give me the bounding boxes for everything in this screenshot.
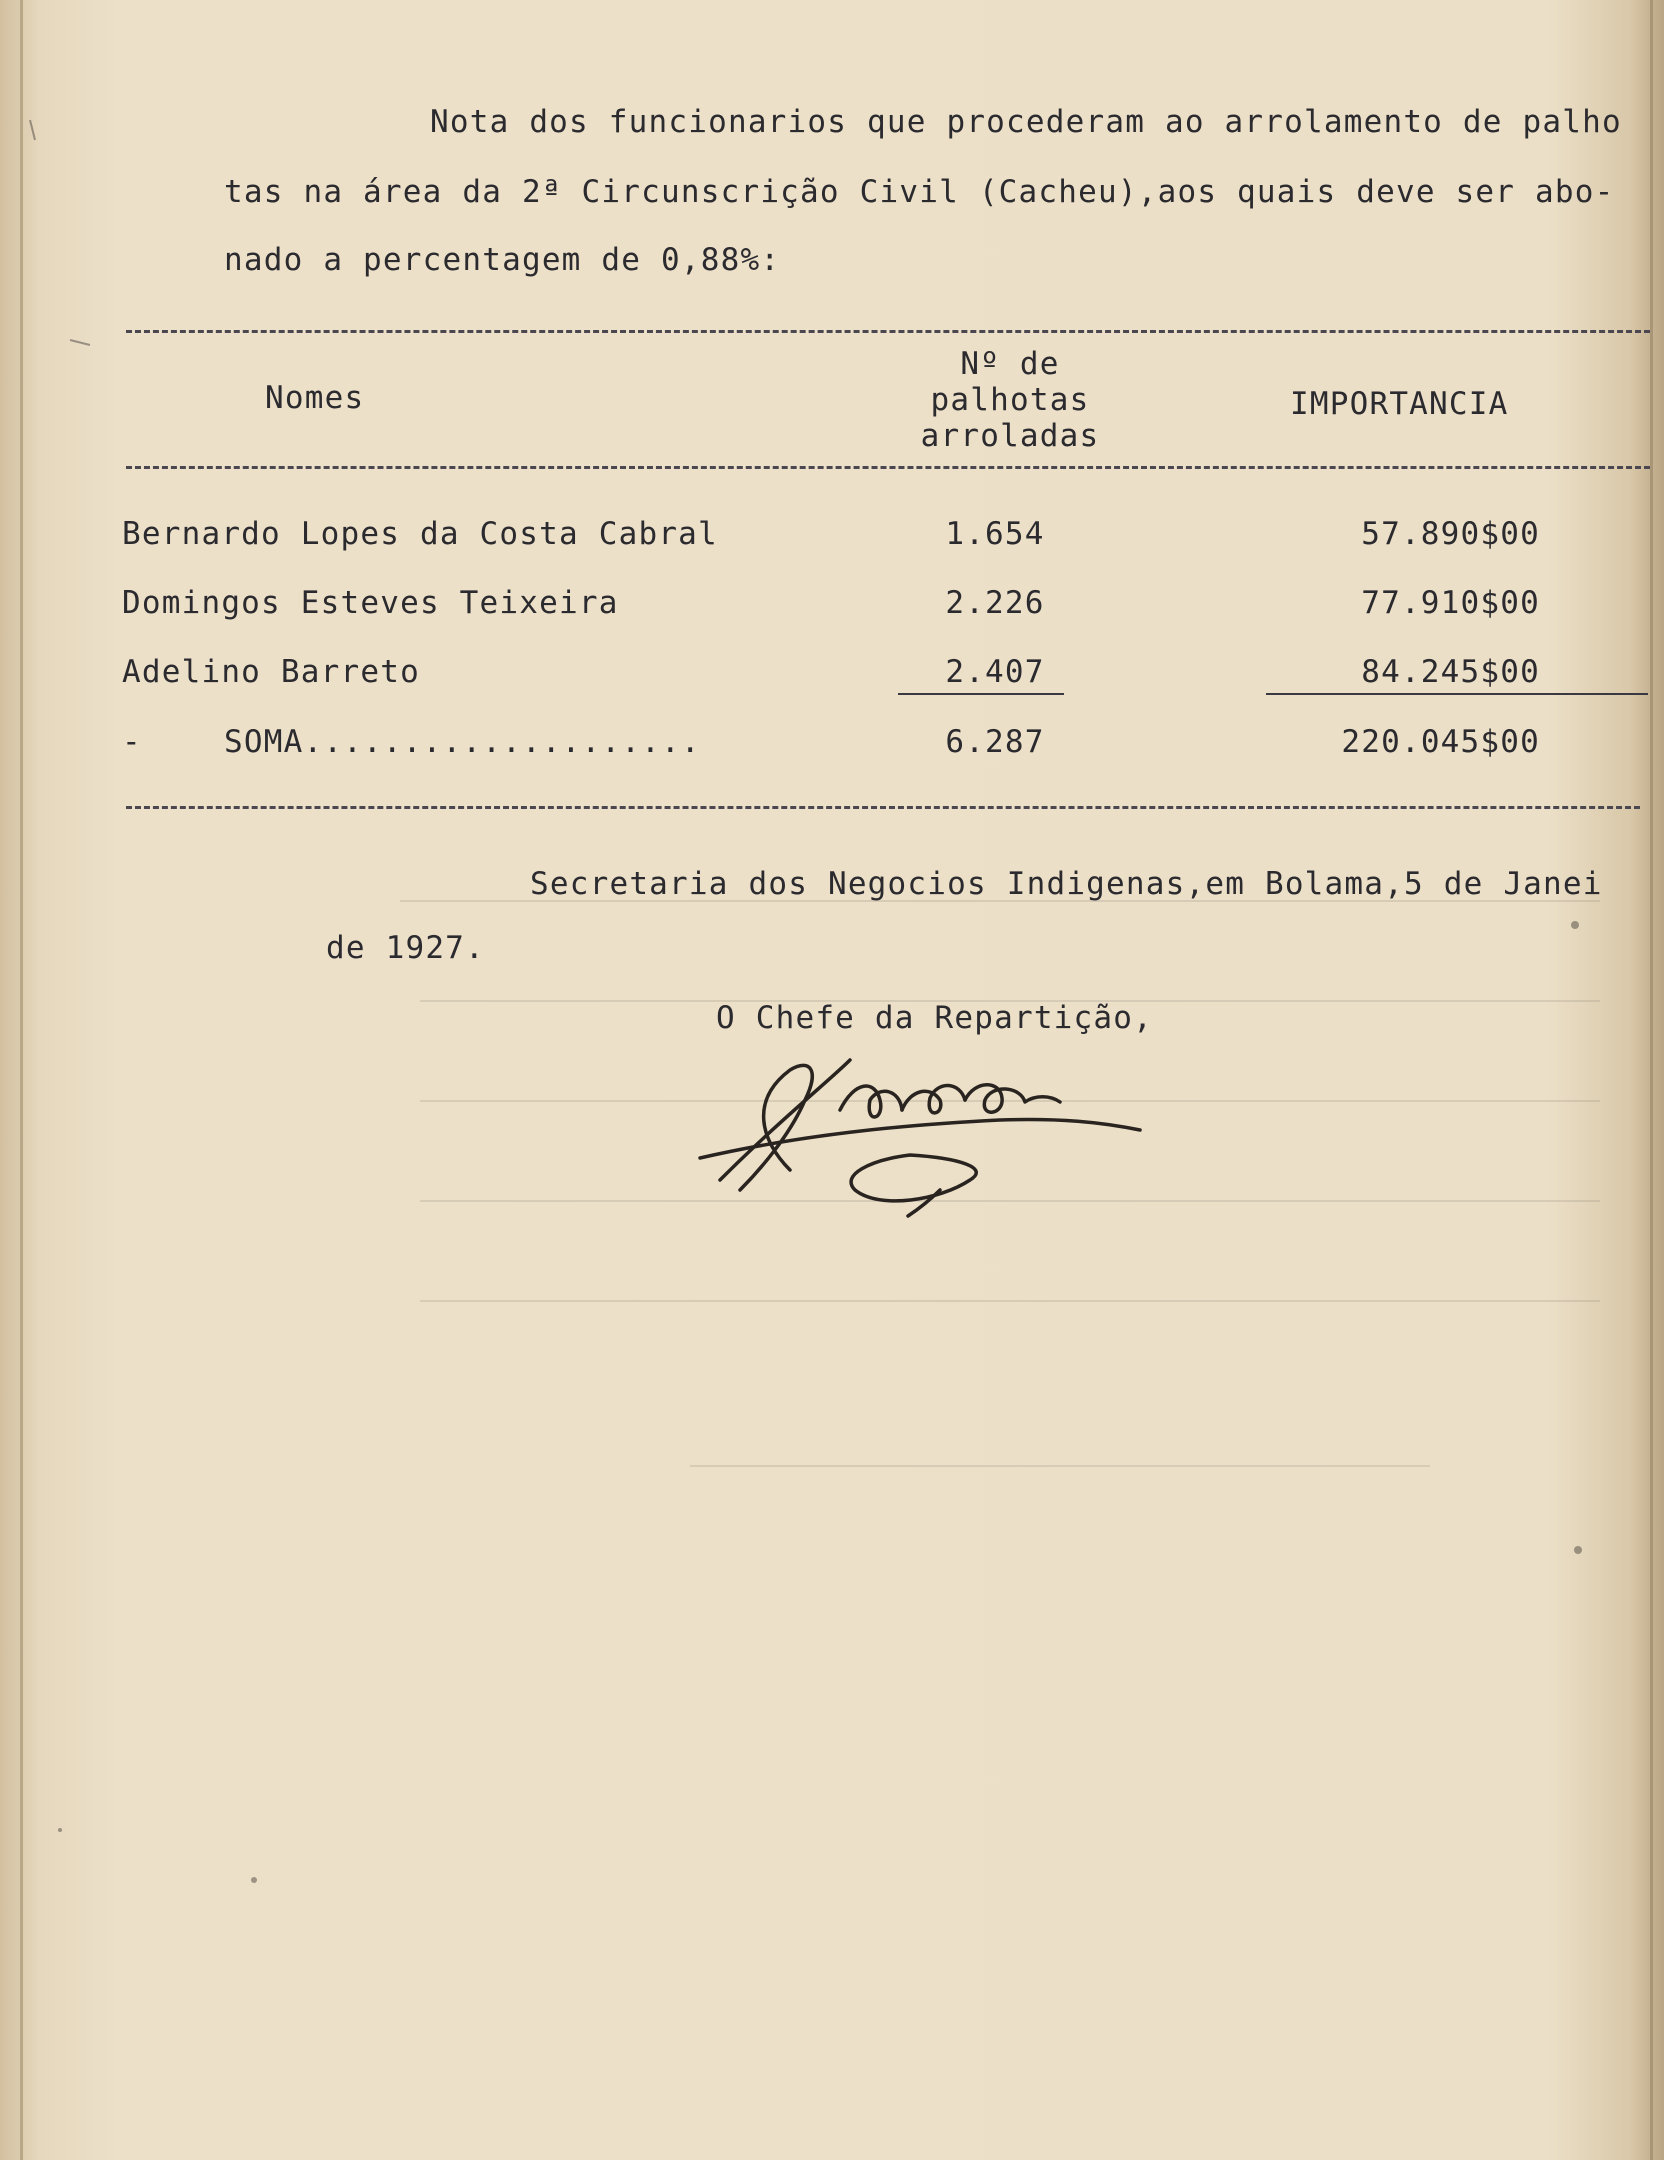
row-3-palhotas: 2.407 — [945, 654, 1045, 690]
row-3-importancia: 84.245$00 — [1361, 654, 1540, 690]
total-dash: - — [122, 724, 142, 760]
intro-line-3: nado a percentagem de 0,88%: — [224, 242, 781, 278]
header-palhotas-line-1: Nº de — [960, 346, 1060, 382]
total-palhotas: 6.287 — [945, 724, 1045, 760]
intro-line-1: Nota dos funcionarios que procederam ao arrolamento de palho — [430, 104, 1622, 140]
row-1-importancia: 57.890$00 — [1361, 516, 1540, 552]
row-1-palhotas: 1.654 — [945, 516, 1045, 552]
header-importancia: IMPORTANCIA — [1290, 386, 1509, 422]
header-nomes: Nomes — [265, 380, 365, 416]
intro-line-2: tas na área da 2ª Circunscrição Civil (Cacheu),aos quais deve ser abo- — [224, 174, 1615, 210]
row-2-palhotas: 2.226 — [945, 585, 1045, 621]
header-palhotas-line-3: arroladas — [920, 418, 1100, 454]
signatory-title: O Chefe da Repartição, — [716, 1000, 1153, 1036]
row-2-nome: Domingos Esteves Teixeira — [122, 585, 619, 621]
row-3-nome: Adelino Barreto — [122, 654, 420, 690]
place-date-line-1: Secretaria dos Negocios Indigenas,em Bolama,5 de Janei — [530, 866, 1603, 902]
place-date-line-2: de 1927. — [326, 930, 485, 966]
header-palhotas-line-2: palhotas — [930, 382, 1090, 418]
row-1-nome: Bernardo Lopes da Costa Cabral — [122, 516, 718, 552]
total-importancia: 220.045$00 — [1341, 724, 1540, 760]
total-label: SOMA.................... — [224, 724, 701, 760]
row-2-importancia: 77.910$00 — [1361, 585, 1540, 621]
